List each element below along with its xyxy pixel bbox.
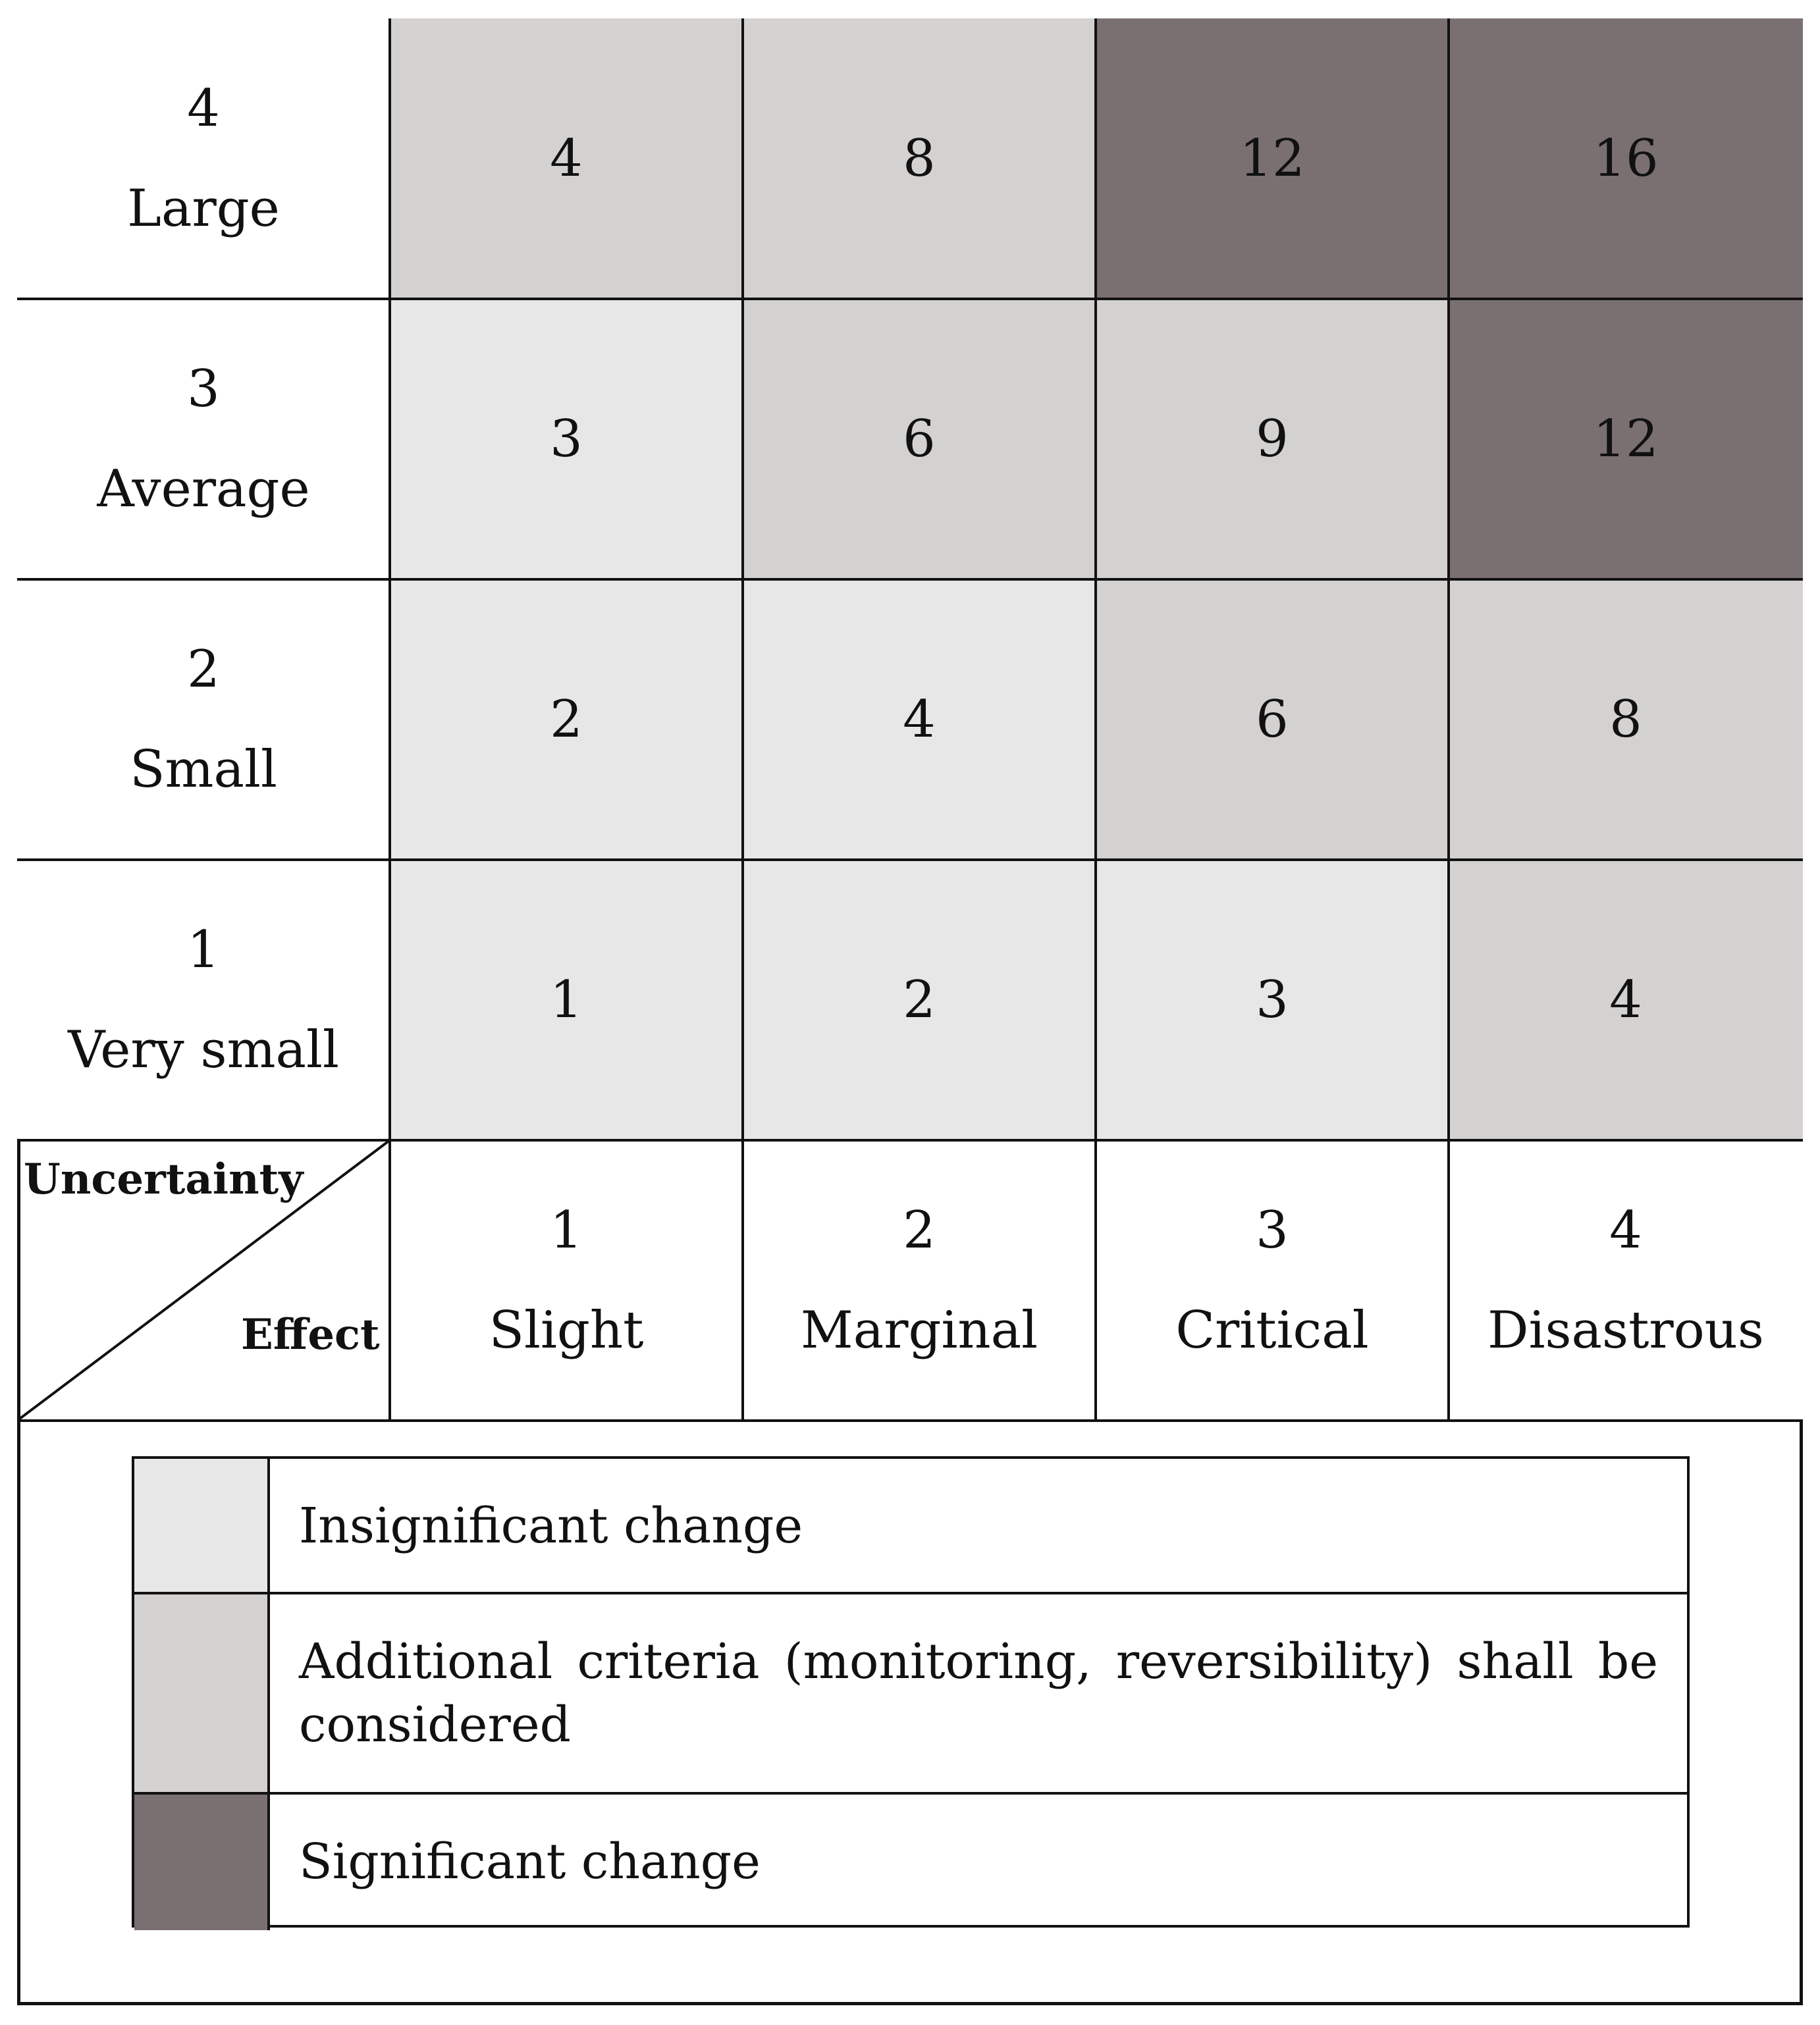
effect-index: 1 [550, 1200, 583, 1260]
uncertainty-row-header [17, 299, 390, 579]
effect-index: 4 [1609, 1200, 1642, 1260]
uncertainty-label: Very small [68, 1020, 339, 1080]
grid-line-horizontal [17, 298, 1803, 300]
effect-column-header [1449, 1140, 1803, 1421]
legend-label: Insignificant change [299, 1497, 803, 1554]
effect-column-header [1096, 1140, 1449, 1421]
matrix-cell: 3 [1096, 860, 1449, 1140]
legend-item [134, 1459, 1687, 1593]
legend [132, 1456, 1690, 1928]
matrix-cell: 4 [1449, 860, 1803, 1140]
matrix-cell: 12 [1096, 18, 1449, 299]
grid-line-vertical [1447, 18, 1450, 1421]
grid-line-vertical [1094, 18, 1097, 1421]
uncertainty-label: Average [97, 460, 310, 519]
matrix-cell: 12 [1449, 299, 1803, 579]
effect-label: Critical [1175, 1301, 1369, 1360]
legend-swatch [134, 1793, 270, 1930]
matrix-cell: 16 [1449, 18, 1803, 299]
effect-column-header [390, 1140, 743, 1421]
matrix-cell: 4 [390, 18, 743, 299]
uncertainty-row-header [17, 860, 390, 1140]
effect-label: Marginal [800, 1301, 1038, 1360]
effect-index: 3 [1256, 1200, 1289, 1260]
legend-divider [134, 1792, 1687, 1795]
grid-line-horizontal [17, 858, 1803, 861]
matrix-cell: 2 [743, 860, 1096, 1140]
legend-item [134, 1593, 1687, 1793]
uncertainty-index: 1 [187, 920, 220, 980]
legend-label: Significant change [299, 1833, 761, 1890]
legend-item [134, 1793, 1687, 1930]
matrix-cell: 3 [390, 299, 743, 579]
matrix-cell: 4 [743, 579, 1096, 860]
uncertainty-index: 4 [187, 78, 220, 138]
effect-axis-label: Effect [241, 1310, 380, 1359]
legend-swatch [134, 1459, 270, 1593]
grid-line-vertical [388, 18, 391, 1421]
uncertainty-index: 3 [187, 359, 220, 419]
legend-text [299, 1459, 1658, 1593]
matrix-cell: 8 [1449, 579, 1803, 860]
effect-index: 2 [903, 1200, 936, 1260]
legend-label: Additional criteria (monitoring, reversibility) shall be considered [299, 1633, 1658, 1753]
uncertainty-label: Large [127, 179, 280, 238]
grid-line-horizontal [17, 578, 1803, 581]
matrix-cell: 6 [743, 299, 1096, 579]
matrix-cell: 1 [390, 860, 743, 1140]
legend-swatch [134, 1593, 270, 1793]
legend-text [299, 1593, 1658, 1793]
uncertainty-row-header [17, 579, 390, 860]
effect-label: Disastrous [1487, 1301, 1764, 1360]
legend-divider [134, 1592, 1687, 1594]
grid-line-horizontal [17, 1419, 1803, 1422]
grid-line-horizontal [17, 1139, 1803, 1142]
effect-label: Slight [489, 1301, 644, 1360]
matrix-cell: 8 [743, 18, 1096, 299]
uncertainty-label: Small [130, 740, 277, 799]
matrix-cell: 2 [390, 579, 743, 860]
legend-text [299, 1793, 1658, 1930]
effect-column-header [743, 1140, 1096, 1421]
grid-line-vertical [741, 18, 744, 1421]
matrix-cell: 9 [1096, 299, 1449, 579]
uncertainty-index: 2 [187, 639, 220, 699]
uncertainty-axis-label: Uncertainty [24, 1155, 304, 1204]
matrix-cell: 6 [1096, 579, 1449, 860]
uncertainty-row-header [17, 18, 390, 299]
